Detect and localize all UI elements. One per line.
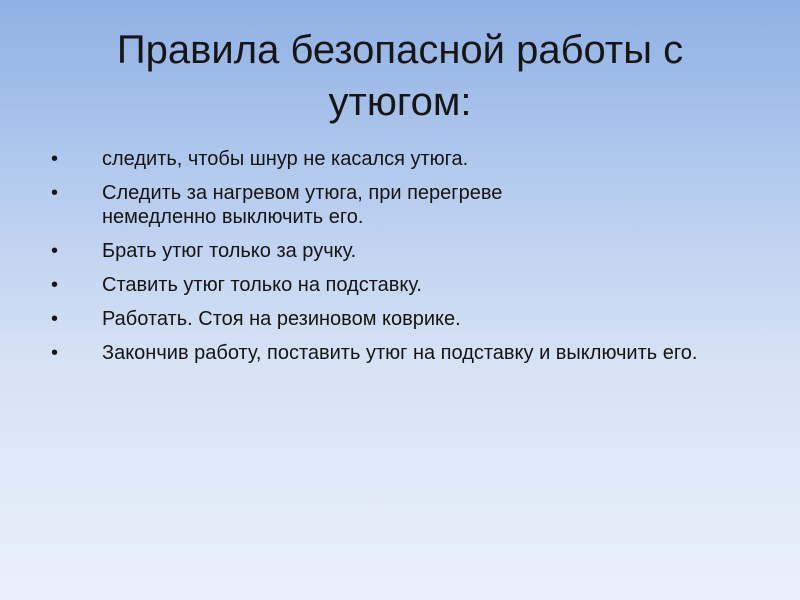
list-item: [0, 181, 800, 229]
list-item: [0, 307, 800, 331]
slide-title: Правила безопасной работы с утюгом:: [116, 28, 684, 124]
bullet-text: Ставить утюг только на подставку.: [102, 274, 422, 296]
list-item: [0, 239, 800, 263]
bullet-marker: •: [51, 274, 59, 296]
bullet-text: Работать. Стоя на резиновом коврике.: [102, 308, 461, 330]
list-item: [0, 341, 800, 365]
bullet-marker: •: [51, 342, 59, 364]
bullet-text: Закончив работу, поставить утюг на подставку и выключить его.: [102, 342, 698, 364]
list-item: [0, 273, 800, 297]
bullet-marker: •: [51, 308, 59, 330]
bullet-list: [0, 147, 800, 375]
bullet-marker: •: [51, 148, 59, 170]
bullet-marker: •: [51, 182, 59, 204]
bullet-marker: •: [51, 240, 59, 262]
bullet-text: следить, чтобы шнур не касался утюга.: [102, 148, 469, 170]
list-item: [0, 147, 800, 171]
bullet-text: Следить за нагревом утюга, при перегреве немедленно выключить его.: [102, 182, 503, 228]
bullet-text: Брать утюг только за ручку.: [102, 240, 357, 262]
